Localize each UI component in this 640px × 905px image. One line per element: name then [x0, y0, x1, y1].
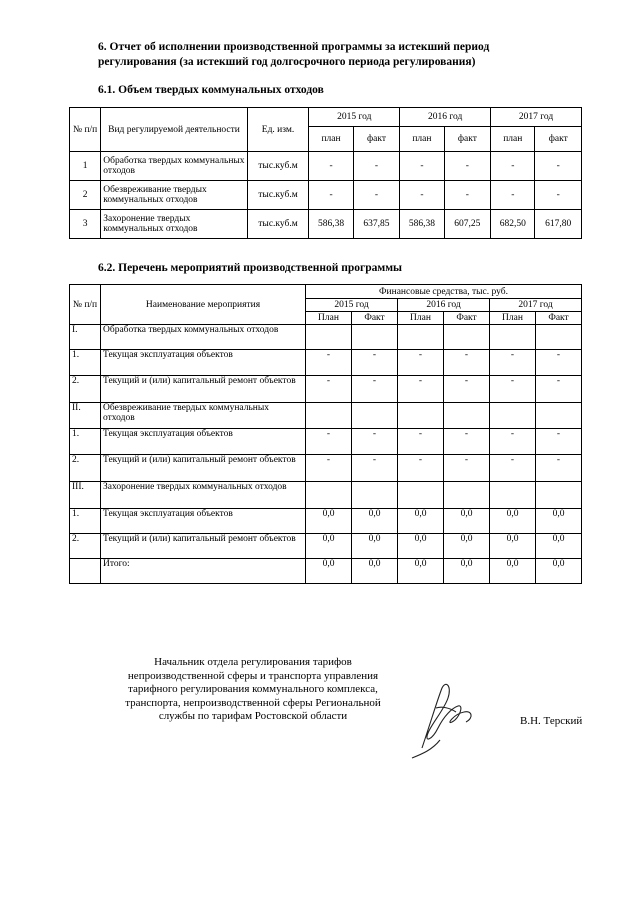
cell-value: 0,0 [306, 534, 352, 559]
cell-value: - [490, 455, 536, 482]
cell-value: 586,38 [400, 210, 444, 239]
cell-value: - [536, 429, 582, 455]
row-num: 3 [70, 210, 101, 239]
cell-value: - [353, 152, 399, 181]
cell-value: - [352, 455, 398, 482]
row-num: 1. [70, 429, 101, 455]
cell-value [444, 482, 490, 509]
cell-value: 586,38 [309, 210, 353, 239]
cell-value [536, 325, 582, 350]
cell-value: - [306, 376, 352, 403]
cell-value: 0,0 [352, 509, 398, 534]
cell-value: - [306, 429, 352, 455]
cell-value [490, 403, 536, 429]
handwritten-signature [402, 678, 482, 763]
plan-header: План [490, 312, 536, 325]
cell-value: - [535, 152, 582, 181]
cell-value: - [398, 376, 444, 403]
row-num: 1. [70, 509, 101, 534]
volume-table [69, 107, 582, 239]
table-row [70, 429, 582, 455]
cell-value: - [490, 429, 536, 455]
table-row [70, 181, 582, 210]
table-row [70, 325, 582, 350]
cell-value: - [309, 152, 353, 181]
cell-value: 0,0 [352, 559, 398, 584]
cell-value: - [398, 455, 444, 482]
cell-value: 637,85 [353, 210, 399, 239]
signature-line: Начальник отдела регулирования тарифов [154, 656, 352, 668]
cell-value: 0,0 [352, 534, 398, 559]
col-activity-header: Вид регулируемой деятельности [101, 108, 247, 152]
cell-value: 0,0 [306, 509, 352, 534]
col-unit-header: Ед. изм. [247, 108, 309, 152]
cell-value: - [398, 350, 444, 376]
row-activity: Обработка твердых коммунальных отходов [101, 152, 247, 181]
cell-value [398, 482, 444, 509]
row-name: Текущая эксплуатация объектов [101, 350, 306, 376]
plan-header: план [309, 127, 353, 152]
cell-value [490, 325, 536, 350]
table-row [70, 455, 582, 482]
cell-value: 607,25 [444, 210, 490, 239]
fact-header: Факт [352, 312, 398, 325]
fact-header: факт [535, 127, 582, 152]
fact-header: Факт [536, 312, 582, 325]
cell-value [490, 482, 536, 509]
cell-value [536, 482, 582, 509]
year-header: 2017 год [490, 299, 582, 312]
cell-value: - [306, 455, 352, 482]
cell-value [444, 325, 490, 350]
cell-value: - [309, 181, 353, 210]
row-name: Текущий и (или) капитальный ремонт объектов [101, 376, 306, 403]
signature-line: службы по тарифам Ростовской области [158, 710, 348, 722]
row-name: Текущий и (или) капитальный ремонт объектов [101, 534, 306, 559]
col-num-header: № п/п [70, 285, 101, 325]
cell-value: - [536, 455, 582, 482]
table-row [70, 559, 582, 584]
cell-value: 0,0 [306, 559, 352, 584]
cell-value: - [490, 376, 536, 403]
col-name-header: Наименование мероприятия [101, 285, 306, 325]
measures-table [69, 284, 582, 584]
plan-header: План [306, 312, 352, 325]
year-header: 2017 год [491, 108, 582, 127]
row-num [70, 559, 101, 584]
row-name: Текущая эксплуатация объектов [101, 429, 306, 455]
signature-line: непроизводственной сферы и транспорта управления [127, 669, 379, 682]
plan-header: план [400, 127, 444, 152]
row-name: Захоронение твердых коммунальных отходов [101, 482, 306, 509]
heading-line-1: 6. Отчет об исполнении производственной программы за истекший период [98, 41, 490, 53]
cell-value: 0,0 [398, 534, 444, 559]
cell-value: 0,0 [398, 509, 444, 534]
cell-value: - [444, 455, 490, 482]
year-header: 2015 год [309, 108, 400, 127]
cell-value [352, 325, 398, 350]
cell-value: 0,0 [490, 534, 536, 559]
table-row [70, 350, 582, 376]
cell-value: - [491, 181, 535, 210]
row-num: III. [70, 482, 101, 509]
row-name: Текущая эксплуатация объектов [101, 509, 306, 534]
cell-value: 0,0 [444, 559, 490, 584]
cell-value [444, 403, 490, 429]
cell-value: - [444, 181, 490, 210]
year-header: 2016 год [398, 299, 490, 312]
table-row [70, 376, 582, 403]
row-num: 2. [70, 376, 101, 403]
cell-value: - [353, 181, 399, 210]
cell-value: 0,0 [490, 559, 536, 584]
cell-value: 0,0 [536, 534, 582, 559]
cell-value [306, 403, 352, 429]
finance-header: Финансовые средства, тыс. руб. [306, 285, 582, 299]
row-name: Обработка твердых коммунальных отходов [101, 325, 306, 350]
cell-value: - [490, 350, 536, 376]
row-activity: Обезвреживание твердых коммунальных отходов [101, 181, 247, 210]
row-num: 1. [70, 350, 101, 376]
fact-header: Факт [444, 312, 490, 325]
plan-header: План [398, 312, 444, 325]
signature-line: транспорта, непроизводственной сферы Региональной [125, 696, 381, 709]
table-row [70, 534, 582, 559]
cell-value: - [491, 152, 535, 181]
row-name: Текущий и (или) капитальный ремонт объектов [101, 455, 306, 482]
table-row [70, 509, 582, 534]
heading-line-2: регулирования (за истекший год долгосрочного периода регулирования) [98, 56, 476, 68]
cell-value: - [444, 376, 490, 403]
cell-value: - [536, 376, 582, 403]
row-name: Обезвреживание твердых коммунальных отходов [101, 403, 306, 429]
signer-name: В.Н. Терский [520, 715, 583, 727]
year-header: 2015 год [306, 299, 398, 312]
cell-value: - [444, 350, 490, 376]
cell-value [306, 325, 352, 350]
section-2-title: 6.2. Перечень мероприятий производственной программы [98, 262, 403, 274]
cell-value: - [536, 350, 582, 376]
fact-header: факт [444, 127, 490, 152]
cell-value: - [352, 429, 398, 455]
cell-value: - [444, 152, 490, 181]
fact-header: факт [353, 127, 399, 152]
cell-value: - [444, 429, 490, 455]
section-1-title: 6.1. Объем твердых коммунальных отходов [98, 84, 324, 96]
cell-value: 0,0 [536, 509, 582, 534]
table-row [70, 482, 582, 509]
row-name: Итого: [101, 559, 306, 584]
cell-value: - [352, 376, 398, 403]
cell-value: - [400, 181, 444, 210]
cell-value: 617,80 [535, 210, 582, 239]
col-num-header: № п/п [70, 108, 101, 152]
row-num: 1 [70, 152, 101, 181]
year-header: 2016 год [400, 108, 491, 127]
cell-value [306, 482, 352, 509]
table-row [70, 403, 582, 429]
cell-value [398, 325, 444, 350]
signature-line: тарифного регулирования коммунального комплекса, [128, 683, 378, 695]
cell-value: - [306, 350, 352, 376]
row-unit: тыс.куб.м [247, 152, 309, 181]
report-heading [98, 40, 588, 70]
cell-value: 682,50 [491, 210, 535, 239]
signature-block [88, 656, 418, 724]
row-num: 2 [70, 181, 101, 210]
row-num: 2. [70, 534, 101, 559]
cell-value: 0,0 [536, 559, 582, 584]
cell-value: 0,0 [444, 509, 490, 534]
cell-value: - [400, 152, 444, 181]
cell-value [352, 403, 398, 429]
cell-value: - [398, 429, 444, 455]
row-num: I. [70, 325, 101, 350]
plan-header: план [491, 127, 535, 152]
row-num: II. [70, 403, 101, 429]
row-unit: тыс.куб.м [247, 210, 309, 239]
row-activity: Захоронение твердых коммунальных отходов [101, 210, 247, 239]
cell-value: - [352, 350, 398, 376]
row-unit: тыс.куб.м [247, 181, 309, 210]
cell-value: - [535, 181, 582, 210]
cell-value [352, 482, 398, 509]
cell-value: 0,0 [490, 509, 536, 534]
cell-value [398, 403, 444, 429]
cell-value [536, 403, 582, 429]
row-num: 2. [70, 455, 101, 482]
table-row [70, 210, 582, 239]
cell-value: 0,0 [444, 534, 490, 559]
cell-value: 0,0 [398, 559, 444, 584]
table-row [70, 152, 582, 181]
